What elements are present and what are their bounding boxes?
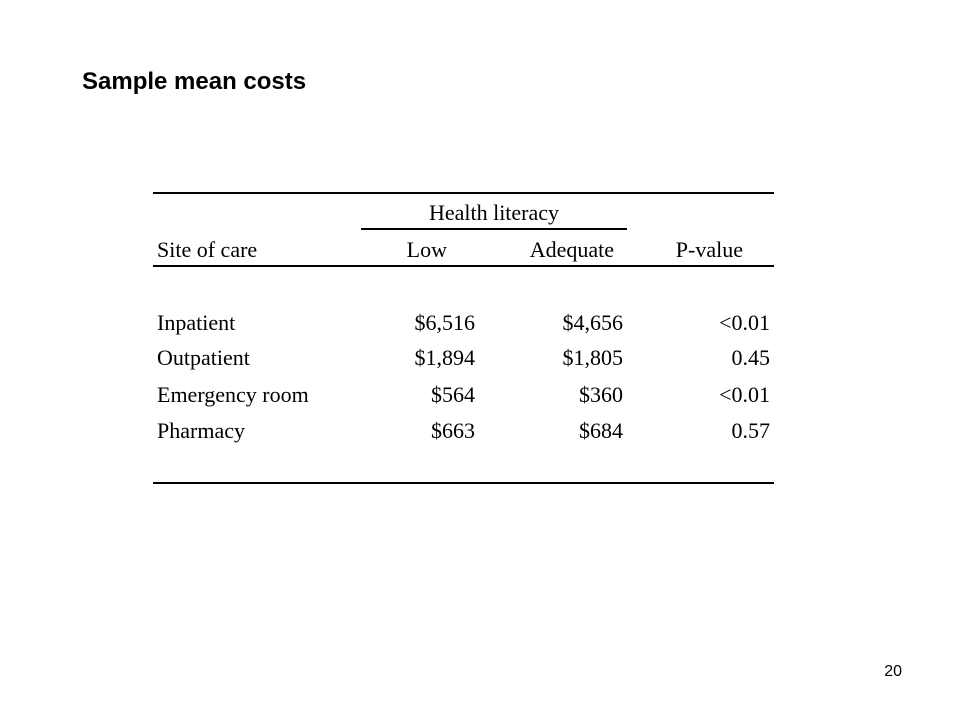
- column-header-site: Site of care: [157, 237, 258, 262]
- table-top-rule: [153, 192, 774, 194]
- column-header-p-value: P-value: [675, 237, 743, 262]
- row-p-value: 0.57: [731, 418, 770, 443]
- column-header-low: Low: [406, 237, 447, 262]
- row-p-value: <0.01: [719, 310, 770, 335]
- row-low: $1,894: [414, 345, 475, 370]
- row-p-value: <0.01: [719, 382, 770, 407]
- row-site: Inpatient: [157, 310, 236, 335]
- page-number: 20: [884, 663, 902, 680]
- row-low: $564: [431, 382, 475, 407]
- column-header-adequate: Adequate: [529, 237, 614, 262]
- group-header-health-literacy: Health literacy: [428, 200, 560, 225]
- row-low: $663: [431, 418, 475, 443]
- group-header-rule: [361, 228, 627, 230]
- row-low: $6,516: [414, 310, 475, 335]
- row-adequate: $360: [579, 382, 623, 407]
- row-adequate: $1,805: [562, 345, 623, 370]
- row-site: Outpatient: [157, 345, 250, 370]
- header-bottom-rule: [153, 265, 774, 267]
- row-p-value: 0.45: [731, 345, 770, 370]
- table-bottom-rule: [153, 482, 774, 484]
- row-site: Emergency room: [157, 382, 309, 407]
- row-adequate: $684: [579, 418, 623, 443]
- row-site: Pharmacy: [157, 418, 245, 443]
- row-adequate: $4,656: [562, 310, 623, 335]
- slide-title: Sample mean costs: [82, 68, 307, 95]
- cost-table: [153, 192, 774, 486]
